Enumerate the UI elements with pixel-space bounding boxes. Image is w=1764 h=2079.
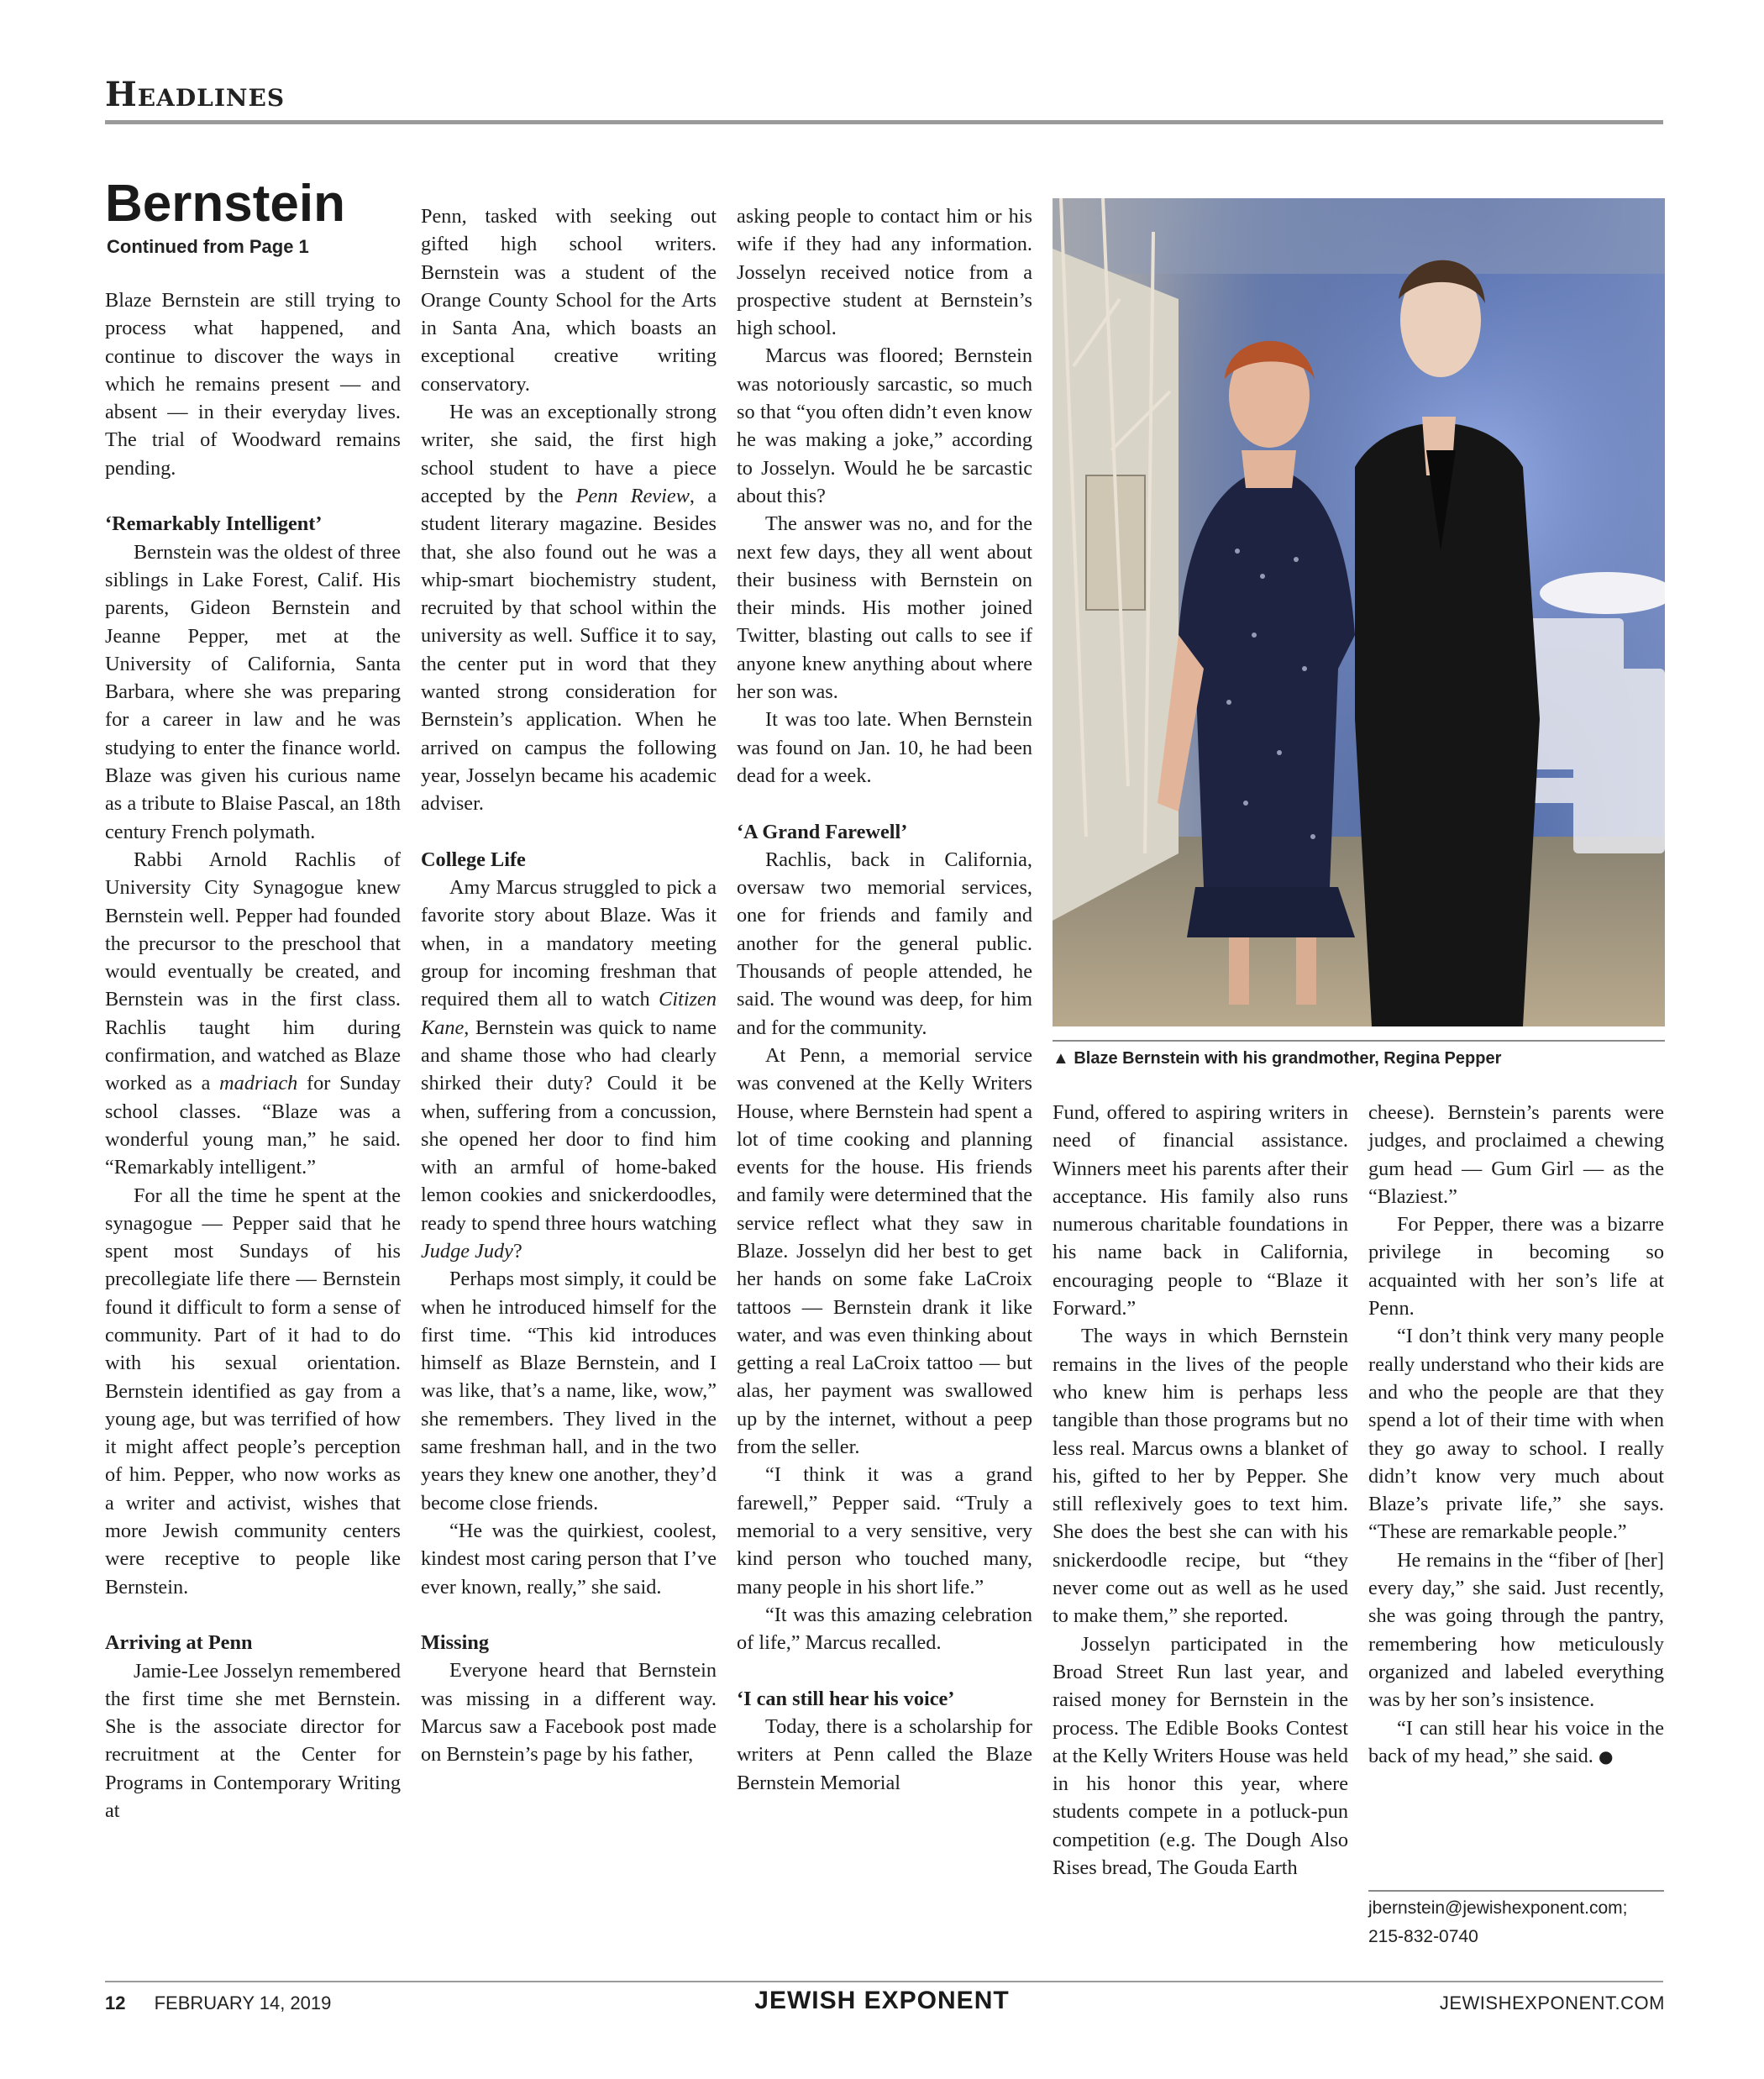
subheading: Missing (421, 1631, 490, 1655)
contact-rule (1368, 1890, 1664, 1892)
article-column-5 (1368, 1099, 1664, 1771)
contact-phone: 215-832-0740 (1368, 1927, 1478, 1946)
photo-caption: ▲ Blaze Bernstein with his grandmother, Regina Pepper (1053, 1049, 1502, 1068)
paragraph: “I think it was a grand farewell,” Pepper said. “Truly a memorial to a very sensitive, very kind person who touched many, many people in his short life.” (737, 1463, 1032, 1599)
paragraph: Perhaps most simply, it could be when he introduced himself for the first time. “This kid introduces himself as Blaze Bernstein, and I was like, that’s a name, like, wow,” she remembers. They lived in the same freshman hall, and in the two years they knew one another, they’d become close friends. (421, 1268, 717, 1515)
paragraph: Amy Marcus struggled to pick a favorite story about Blaze. Was it when, in a mandatory meeting group for incoming freshman that required them all to watch Citizen Kane, Bernstein was quick to name and shame those who had clearly shirked their duty? Could it be when, suffering from a concussion, she opened her door to find him with an armful of home-baked lemon cookies and snickerdoodles, ready to spend three hours watching Judge Judy? (421, 876, 717, 1263)
paragraph: “He was the quirkiest, coolest, kindest most caring person that I’ve ever known, really,” she said. (421, 1519, 717, 1599)
article-column-4 (1053, 1099, 1348, 1882)
paragraph: Rachlis, back in California, oversaw two memorial services, one for friends and family and another for the general public. Thousands of people attended, he said. The wound was deep, for him and for the community. (737, 848, 1032, 1039)
paragraph: Penn, tasked with seeking out gifted high school writers. Bernstein was a student of the Orange County School for the Arts in Santa Ana, which boasts an exceptional creative writing conservatory. (421, 205, 717, 396)
continued-from-line: Continued from Page 1 (107, 236, 309, 257)
paragraph: Today, there is a scholarship for writers at Penn called the Blaze Bernstein Memorial (737, 1715, 1032, 1794)
subheading: ‘I can still hear his voice’ (737, 1687, 955, 1710)
paragraph: Bernstein was the oldest of three siblings in Lake Forest, Calif. His parents, Gideon Bernstein and Jeanne Pepper, met at the University of California, Santa Barbara, where she was preparing for a career in law and he was studying to enter the finance world. Blaze was given his curious name as a tribute to Blaise Pascal, an 18th century French polymath. (105, 540, 401, 843)
article-column-3 (737, 202, 1032, 1797)
article-column-2 (421, 202, 717, 1769)
article-headline: Bernstein (105, 175, 345, 233)
paragraph: At Penn, a memorial service was convened at the Kelly Writers House, where Bernstein had spent a lot of time cooking and planning events for the house. His friends and family were determined that the service reflect what they saw in Blaze. Josselyn did her best to get her hands on some fake LaCroix tattoos — Bernstein drank it like water, and was even thinking about getting a real LaCroix tattoo — but alas, her payment was swallowed up by the internet, without a peep from the seller. (737, 1043, 1032, 1459)
paragraph: Marcus was floored; Bernstein was notoriously sarcastic, so much so that “you often didn’t even know he was making a joke,” according to Josselyn. Would he be sarcastic about this? (737, 344, 1032, 507)
caption-rule (1053, 1040, 1665, 1042)
paragraph: Blaze Bernstein are still trying to process what happened, and continue to discover the ways in which he remains present — and absent — in their everyday lives. The trial of Woodward remains pending. (105, 289, 401, 480)
paragraph: Rabbi Arnold Rachlis of University City Synagogue knew Bernstein well. Pepper had founded the precursor to the preschool that would eventually be created, and Bernstein was in the first class. Rachlis taught him during confirmation, and watched as Blaze worked as a madriach for Sunday school classes. “Blaze was a wonderful young man,” he said. “Remarkably intelligent.” (105, 848, 401, 1179)
paragraph: asking people to contact him or his wife if they had any information. Josselyn received notice from a prospective student at Bernstein’s high school. (737, 205, 1032, 340)
issue-date: FEBRUARY 14, 2019 (154, 1992, 332, 2013)
photo-of-two-people (1053, 198, 1665, 1026)
author-contact (1368, 1894, 1664, 1951)
subheading: Arriving at Penn (105, 1631, 253, 1655)
section-heading: Headlines (105, 75, 286, 114)
paragraph: “It was this amazing celebration of life,” Marcus recalled. (737, 1603, 1032, 1655)
paragraph: “I don’t think very many people really understand who their kids are and who the people are that they spend a lot of their time with when they go away to school. I really didn’t know very much about Blaze’s private life,” she says. “These are remarkable people.” (1368, 1325, 1664, 1544)
paragraph: Jamie-Lee Josselyn remembered the first time she met Bernstein. She is the associate director for recruitment at the Center for Programs in Contemporary Writing at (105, 1659, 401, 1823)
paragraph: “I can still hear his voice in the back of my head,” she said. ● (1368, 1716, 1664, 1767)
article-column-1 (105, 286, 401, 1824)
paragraph: The ways in which Bernstein remains in the lives of the people who knew him is perhaps less tangible than those programs but no less real. Marcus owns a blanket of his, gifted to her by Pepper. She still reflexively goes to text him. She does the best she can with his snickerdoodle recipe, but “they never come out as well as he used to make them,” she reported. (1053, 1325, 1348, 1628)
paragraph: For Pepper, there was a bizarre privilege in becoming so acquainted with her son’s life at Penn. (1368, 1213, 1664, 1320)
paragraph: Everyone heard that Bernstein was missing in a different way. Marcus saw a Facebook post made on Bernstein’s page by his father, (421, 1659, 717, 1767)
paragraph: Fund, offered to aspiring writers in need of financial assistance. Winners meet his parents after their acceptance. His family also runs numerous charitable foundations in his name back in California, encouraging people to “Blaze it Forward.” (1053, 1101, 1348, 1320)
footer-rule (105, 1981, 1663, 1982)
page-number: 12 (105, 1992, 126, 2013)
contact-email[interactable]: jbernstein@jewishexponent.com; (1368, 1898, 1628, 1918)
subheading: ‘Remarkably Intelligent’ (105, 512, 323, 536)
paragraph: cheese). Bernstein’s parents were judges, and proclaimed a chewing gum head — Gum Girl — as the “Blaziest.” (1368, 1101, 1664, 1208)
paragraph: The answer was no, and for the next few days, they all went about their business with Bernstein on their minds. His mother joined Twitter, blasting out calls to see if anyone knew anything about where her son was. (737, 512, 1032, 704)
subheading: College Life (421, 848, 526, 871)
section-rule (105, 120, 1663, 124)
paragraph: He was an exceptionally strong writer, she said, the first high school student to have a piece accepted by the Penn Review, a student literary magazine. Besides that, she also found out he was a whip-smart biochemistry student, recruited by that school within the university as well. Suffice it to say, the center put in word that they wanted strong consideration for Bernstein’s application. When he arrived on campus the following year, Josselyn became his academic adviser. (421, 401, 717, 816)
publication-name: JEWISH EXPONENT (754, 1987, 1010, 2014)
publication-website[interactable]: JEWISHEXPONENT.COM (1439, 1992, 1665, 2013)
subheading: ‘A Grand Farewell’ (737, 820, 908, 843)
paragraph: Josselyn participated in the Broad Street Run last year, and raised money for Bernstein in the process. The Edible Books Contest at the Kelly Writers House was held in his honor this year, where students compete in a potluck-pun competition (e.g. The Dough Also Rises bread, The Gouda Earth (1053, 1632, 1348, 1880)
paragraph: He remains in the “fiber of [her] every day,” she said. Just recently, she was going through the pantry, remembering how meticulously organized and labeled everything was by her son’s insistence. (1368, 1548, 1664, 1712)
end-mark: ● (1598, 1746, 1614, 1767)
paragraph: For all the time he spent at the synagogue — Pepper said that he spent most Sundays of his precollegiate life there — Bernstein found it difficult to form a sense of community. Part of it had to do with his sexual orientation. Bernstein identified as gay from a young age, but was terrified of how it might affect people’s perception of him. Pepper, who now works as a writer and activist, wishes that more Jewish community centers were receptive to people like Bernstein. (105, 1184, 401, 1599)
paragraph: It was too late. When Bernstein was found on Jan. 10, he had been dead for a week. (737, 708, 1032, 787)
